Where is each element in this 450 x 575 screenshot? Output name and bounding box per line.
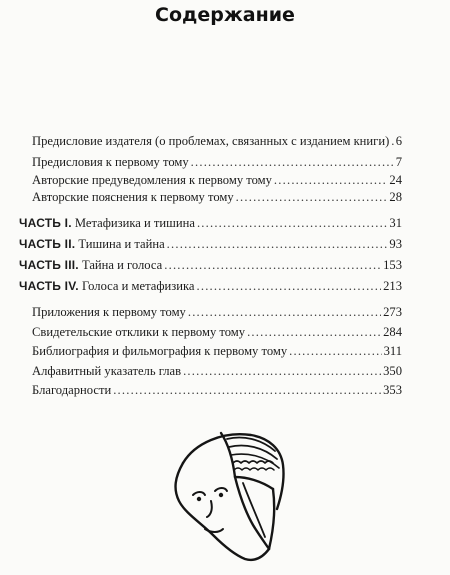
toc-part-entry[interactable] bbox=[19, 279, 402, 294]
toc-entry[interactable] bbox=[32, 305, 402, 320]
hooded-face-sketch-icon bbox=[165, 425, 295, 565]
toc-entry-label: Авторские предуведомления к первому тому bbox=[32, 173, 272, 187]
dot-leader bbox=[113, 383, 381, 398]
part-title: Тайна и голоса bbox=[81, 258, 163, 272]
toc-page-number: 93 bbox=[389, 237, 402, 251]
toc-entry[interactable] bbox=[32, 134, 402, 149]
dot-leader bbox=[197, 216, 387, 231]
toc-entry-label: Предисловие издателя (о проблемах, связанных с изданием книги) bbox=[32, 134, 390, 148]
toc-entry[interactable] bbox=[32, 383, 402, 398]
dot-leader bbox=[183, 364, 381, 379]
toc-entry-label: Авторские пояснения к первому тому bbox=[32, 190, 234, 204]
dot-leader bbox=[167, 237, 388, 252]
toc-entry-label bbox=[19, 237, 165, 252]
toc-page-number: 273 bbox=[383, 305, 402, 319]
toc-page-number: 311 bbox=[383, 344, 402, 358]
part-number: ЧАСТЬ I. bbox=[19, 216, 72, 230]
toc-part-entry[interactable] bbox=[19, 237, 402, 252]
dot-leader bbox=[236, 190, 388, 205]
part-title: Голоса и метафизика bbox=[81, 279, 195, 293]
toc-entry-label: Приложения к первому тому bbox=[32, 305, 186, 319]
toc-entry-label: Благодарности bbox=[32, 383, 112, 397]
toc-entry-label: Библиография и фильмография к первому тому bbox=[32, 344, 288, 358]
toc-page-number: 6 bbox=[395, 134, 402, 148]
part-title: Метафизика и тишина bbox=[74, 216, 195, 230]
toc-page-number: 213 bbox=[383, 279, 402, 293]
part-number: ЧАСТЬ II. bbox=[19, 237, 76, 251]
toc-part-entry[interactable] bbox=[19, 258, 402, 273]
page-title: Содержание bbox=[155, 4, 295, 26]
toc-page-number: 7 bbox=[395, 155, 402, 169]
part-number: ЧАСТЬ III. bbox=[19, 258, 79, 272]
dot-leader bbox=[274, 173, 387, 188]
part-title: Тишина и тайна bbox=[78, 237, 165, 251]
toc-page-number: 350 bbox=[383, 364, 402, 378]
toc-entry-label bbox=[19, 279, 195, 294]
toc-page-number: 284 bbox=[383, 325, 402, 339]
toc-entry-label: Свидетельские отклики к первому тому bbox=[32, 325, 246, 339]
dot-leader bbox=[188, 305, 381, 320]
toc-page-number: 28 bbox=[389, 190, 402, 204]
toc-entry-label: Алфавитный указатель глав bbox=[32, 364, 182, 378]
dot-leader bbox=[191, 155, 394, 170]
toc-entry[interactable] bbox=[32, 344, 402, 359]
toc-page-number: 353 bbox=[383, 383, 402, 397]
toc-page-number: 31 bbox=[389, 216, 402, 230]
toc-page-number: 24 bbox=[389, 173, 402, 187]
toc-entry-label: Предисловия к первому тому bbox=[32, 155, 189, 169]
toc-entry-label bbox=[19, 216, 195, 231]
dot-leader bbox=[164, 258, 381, 273]
toc-entry[interactable] bbox=[32, 155, 402, 170]
dot-leader bbox=[247, 325, 381, 340]
toc-entry-label bbox=[19, 258, 162, 273]
toc-page-number: 153 bbox=[383, 258, 402, 272]
dot-leader bbox=[289, 344, 381, 359]
part-number: ЧАСТЬ IV. bbox=[19, 279, 79, 293]
toc-entry[interactable] bbox=[32, 190, 402, 205]
toc-entry[interactable] bbox=[32, 364, 402, 379]
dot-leader bbox=[391, 134, 393, 149]
toc-entry[interactable] bbox=[32, 173, 402, 188]
toc-part-entry[interactable] bbox=[19, 216, 402, 231]
dot-leader bbox=[197, 279, 382, 294]
toc-entry[interactable] bbox=[32, 325, 402, 340]
